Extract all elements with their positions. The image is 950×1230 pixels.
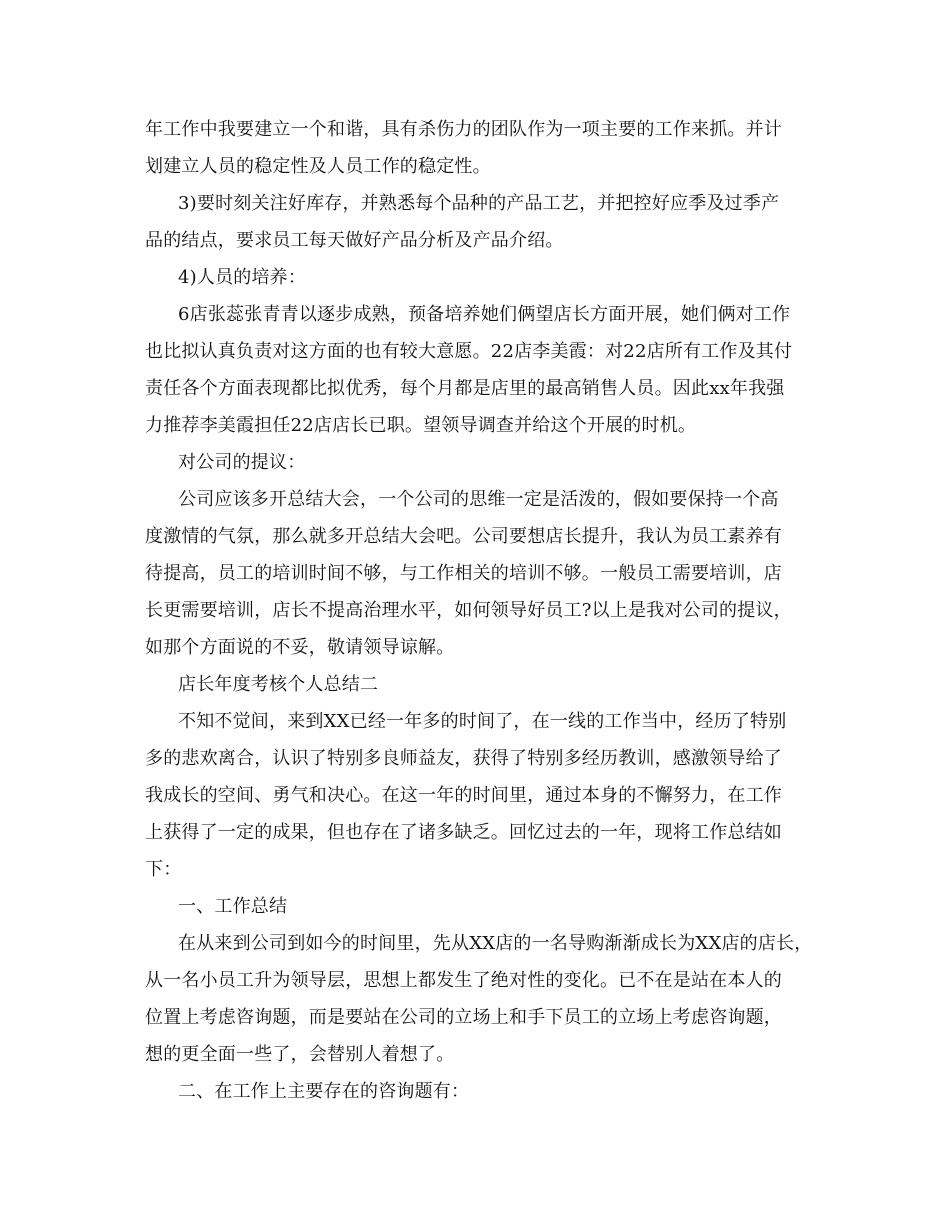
section-heading: 二、在工作上主要存在的咨询题有：: [178, 1081, 470, 1102]
paragraph-line: 不知不觉间，来到XX已经一年多的时间了，在一线的工作当中，经历了特别: [178, 711, 787, 732]
paragraph-line: 长更需要培训，店长不提高治理水平，如何领导好员工?以上是我对公司的提议，: [145, 600, 792, 621]
paragraph-line: 我成长的空间、勇气和决心。在这一年的时间里，通过本身的不懈努力，在工作: [145, 785, 782, 806]
section-heading: 店长年度考核个人总结二: [178, 674, 379, 695]
paragraph-line: 6店张蕊张青青以逐步成熟，预备培养她们俩望店长方面开展，她们俩对工作: [178, 304, 791, 325]
paragraph-line: 划建立人员的稳定性及人员工作的稳定性。: [145, 156, 491, 177]
paragraph-line: 责任各个方面表现都比拟优秀，每个月都是店里的最高销售人员。因此xx年我强: [145, 378, 785, 399]
section-heading: 一、工作总结: [178, 896, 288, 917]
paragraph-line: 公司应该多开总结大会，一个公司的思维一定是活泼的，假如要保持一个高: [178, 489, 779, 510]
paragraph-line: 度激情的气氛，那么就多开总结大会吧。公司要想店长提升，我认为员工素养有: [145, 526, 782, 547]
paragraph-line: 下：: [145, 859, 182, 880]
paragraph-line: 对公司的提议：: [178, 452, 306, 473]
paragraph-line: 3)要时刻关注好库存，并熟悉每个品种的产品工艺，并把控好应季及过季产: [178, 193, 780, 214]
paragraph-line: 4)人员的培养：: [178, 267, 307, 288]
paragraph-line: 年工作中我要建立一个和谐，具有杀伤力的团队作为一项主要的工作来抓。并计: [145, 119, 782, 140]
paragraph-line: 品的结点，要求员工每天做好产品分析及产品介绍。: [145, 230, 564, 251]
paragraph-line: 如那个方面说的不妥，敬请领导谅解。: [145, 637, 455, 658]
paragraph-line: 从一名小员工升为领导层，思想上都发生了绝对性的变化。已不在是站在本人的: [145, 970, 782, 991]
paragraph-line: 想的更全面一些了，会替别人着想了。: [145, 1044, 455, 1065]
paragraph-line: 上获得了一定的成果，但也存在了诸多缺乏。回忆过去的一年，现将工作总结如: [145, 822, 782, 843]
paragraph-line: 多的悲欢离合，认识了特别多良师益友，获得了特别多经历教训，感激领导给了: [145, 748, 782, 769]
paragraph-line: 力推荐李美霞担任22店店长已职。望领导调查并给这个开展的时机。: [145, 415, 697, 436]
paragraph-line: 也比拟认真负责对这方面的也有较大意愿。22店李美霞：对22店所有工作及其付: [145, 341, 793, 362]
paragraph-line: 位置上考虑咨询题，而是要站在公司的立场上和手下员工的立场上考虑咨询题，: [145, 1007, 782, 1028]
paragraph-line: 在从来到公司到如今的时间里，先从XX店的一名导购渐渐成长为XX店的店长，: [178, 933, 813, 954]
paragraph-line: 待提高，员工的培训时间不够，与工作相关的培训不够。一般员工需要培训，店: [145, 563, 782, 584]
